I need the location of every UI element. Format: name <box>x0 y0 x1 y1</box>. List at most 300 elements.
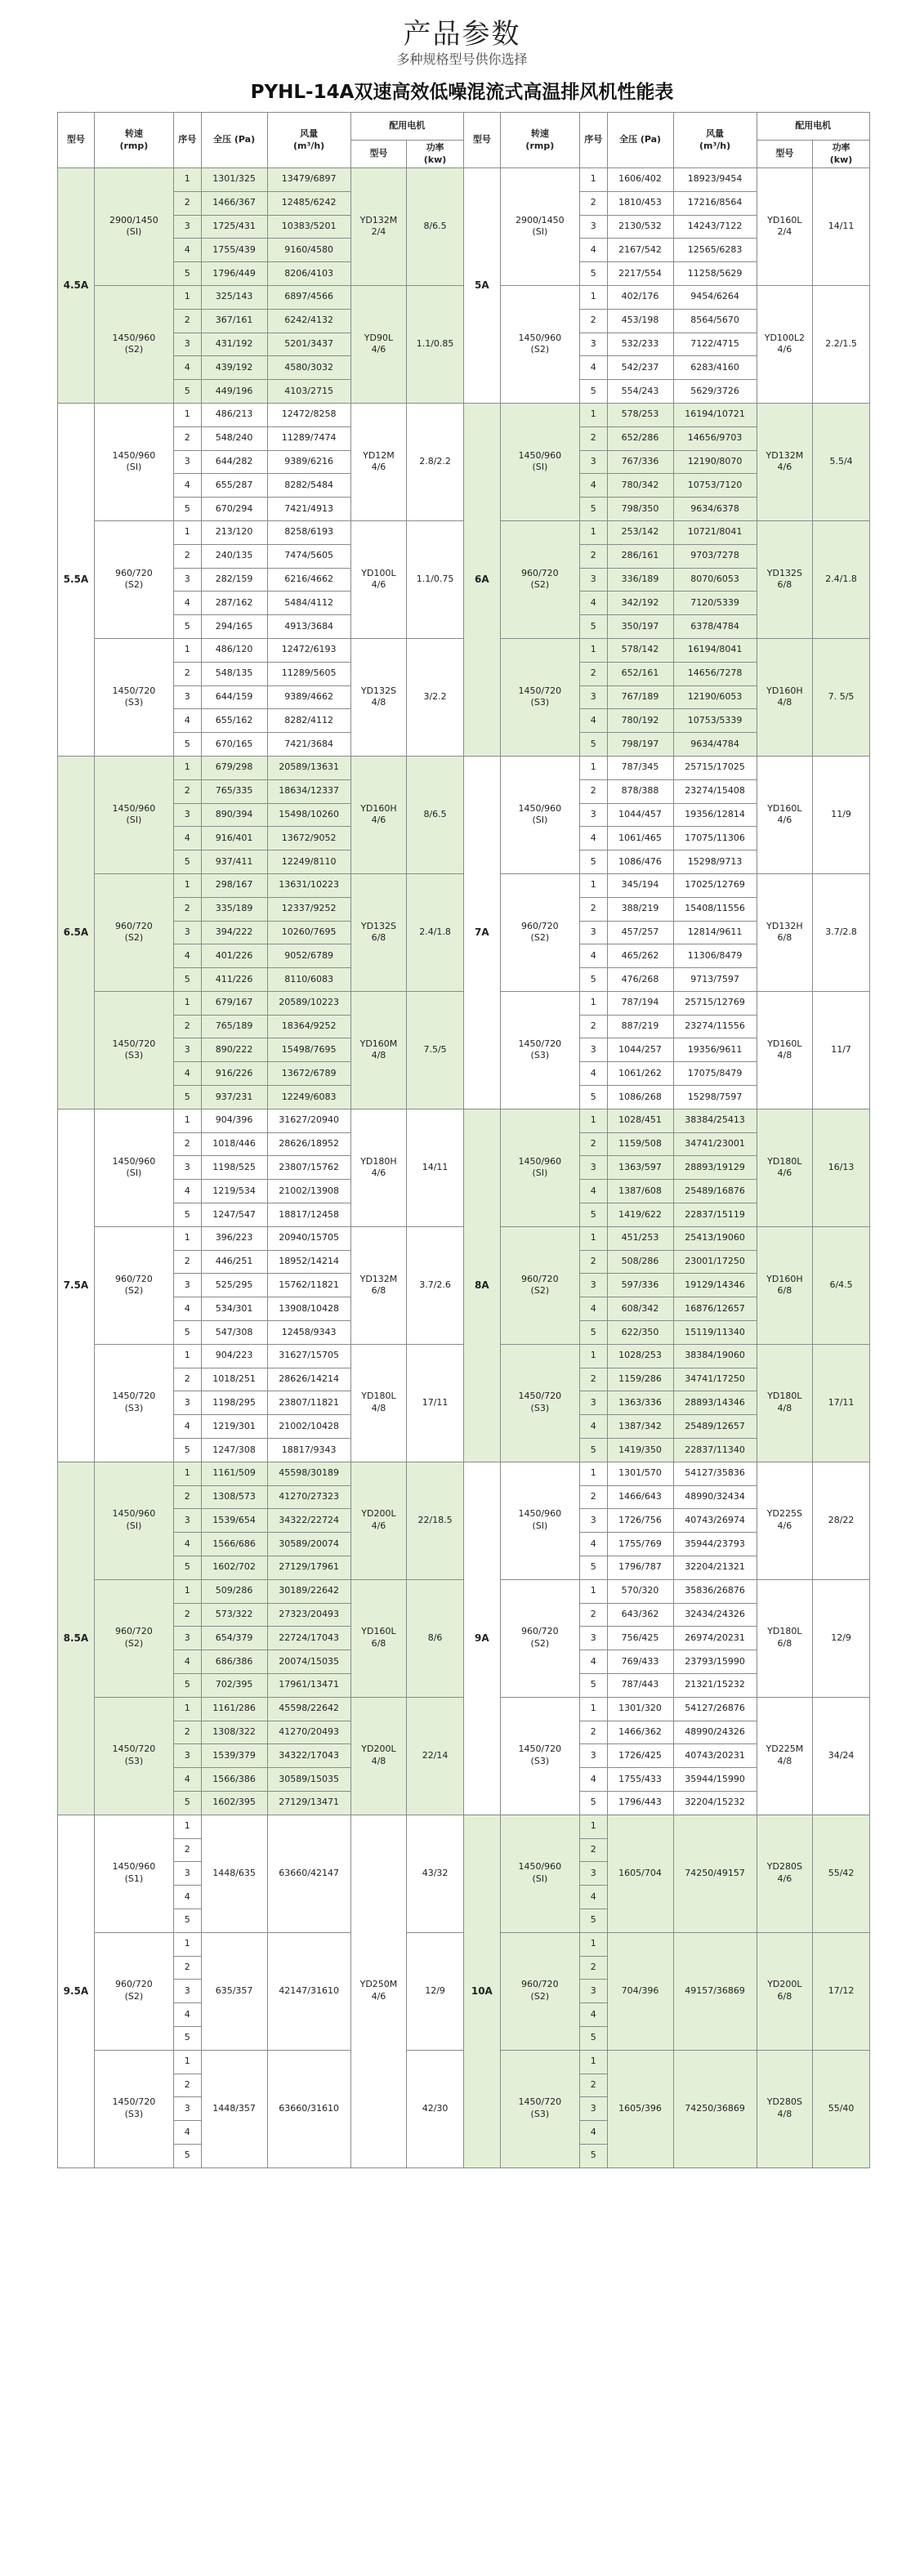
seq-cell: 4 <box>579 709 607 733</box>
seq-cell: 5 <box>579 262 607 286</box>
speed-cell <box>500 1932 579 2050</box>
seq-cell: 2 <box>579 1368 607 1391</box>
seq-cell: 5 <box>173 262 201 286</box>
flow-cell: 23274/11556 <box>673 1015 757 1038</box>
seq-cell: 1 <box>173 168 201 192</box>
flow-cell: 74250/36869 <box>673 2050 757 2168</box>
seq-cell: 3 <box>579 685 607 709</box>
speed-cell <box>94 756 173 873</box>
flow-cell: 11258/5629 <box>673 262 757 286</box>
flow-cell: 7474/5605 <box>267 544 350 568</box>
flow-cell: 25715/12769 <box>673 991 757 1015</box>
power-cell: 8/6.5 <box>407 756 464 873</box>
pressure-cell: 350/197 <box>607 615 673 639</box>
seq-cell: 3 <box>173 1038 201 1062</box>
flow-cell: 41270/27323 <box>267 1485 350 1509</box>
flow-cell: 22837/11340 <box>673 1439 757 1462</box>
pressure-cell: 670/165 <box>201 733 267 757</box>
speed-cell <box>500 1109 579 1226</box>
speed-cell-line: (S2) <box>124 579 144 591</box>
seq-cell: 1 <box>579 285 607 309</box>
motor-type-cell-line: 4/6 <box>777 1873 792 1885</box>
pressure-cell: 286/161 <box>607 544 673 568</box>
seq-cell: 4 <box>579 239 607 262</box>
speed-cell-line: (S2) <box>124 1991 144 2002</box>
speed-cell <box>94 2050 173 2168</box>
flow-cell: 25413/19060 <box>673 1226 757 1250</box>
pressure-cell: 878/388 <box>607 779 673 803</box>
pressure-cell: 2130/532 <box>607 215 673 239</box>
flow-cell: 7421/4913 <box>267 498 350 521</box>
speed-cell-line: (S3) <box>530 1756 550 1767</box>
power-cell: 12/9 <box>813 1579 870 1697</box>
speed-cell-line: (S3) <box>124 1050 144 1061</box>
speed-cell-line: 1450/960 <box>112 802 156 814</box>
col-model-right: 型号 <box>463 113 500 168</box>
motor-type-cell-line: YD12M <box>363 449 395 461</box>
seq-cell: 3 <box>173 1509 201 1533</box>
flow-cell: 8110/6083 <box>267 968 350 992</box>
col-flow-label: 风量 <box>706 127 725 139</box>
power-cell: 5.5/4 <box>813 403 870 520</box>
speed-cell <box>94 403 173 520</box>
col-speed-label: 转速 <box>124 127 143 139</box>
motor-type-cell-line: YD132M <box>359 1273 398 1284</box>
speed-cell-line: (S1) <box>124 1873 144 1885</box>
flow-cell: 12337/9252 <box>267 897 350 921</box>
pressure-cell: 509/286 <box>201 1579 267 1603</box>
flow-cell: 17961/13471 <box>267 1674 350 1698</box>
pressure-cell: 787/194 <box>607 991 673 1015</box>
pressure-cell: 1363/336 <box>607 1391 673 1415</box>
motor-type-cell-line: 4/8 <box>371 1756 386 1767</box>
pressure-cell: 548/240 <box>201 426 267 450</box>
speed-cell <box>500 1579 579 1697</box>
speed-cell-line: 1450/960 <box>518 1861 562 1873</box>
pressure-cell: 1028/451 <box>607 1109 673 1132</box>
flow-cell: 32434/24326 <box>673 1603 757 1627</box>
speed-cell <box>94 1815 173 1932</box>
motor-type-cell-line: YD200L <box>767 1979 802 1990</box>
seq-cell: 5 <box>173 1791 201 1815</box>
speed-cell-line: 960/720 <box>520 920 559 931</box>
motor-type-cell-line: YD180L <box>767 1626 802 1637</box>
motor-type-cell-line: 6/8 <box>371 932 386 944</box>
seq-cell: 3 <box>579 1156 607 1180</box>
seq-cell: 4 <box>579 1650 607 1674</box>
pressure-cell: 532/233 <box>607 333 673 356</box>
motor-type-cell <box>757 520 813 638</box>
seq-cell: 1 <box>173 638 201 662</box>
power-cell: 17/11 <box>813 1344 870 1462</box>
model-cell: 7.5A <box>58 1109 95 1462</box>
speed-cell-line: (S2) <box>124 1638 144 1650</box>
speed-cell <box>500 1697 579 1815</box>
seq-cell: 4 <box>173 356 201 380</box>
col-flow-label: 风量 <box>300 127 319 139</box>
seq-cell: 4 <box>173 1886 201 1909</box>
speed-cell-line: (S2) <box>530 1638 550 1650</box>
pressure-cell: 486/120 <box>201 638 267 662</box>
speed-cell <box>94 1579 173 1697</box>
pressure-cell: 298/167 <box>201 873 267 897</box>
speed-cell-line: 960/720 <box>115 1273 153 1284</box>
seq-cell: 2 <box>173 779 201 803</box>
speed-cell-line: (S2) <box>530 1285 550 1297</box>
seq-cell: 5 <box>173 850 201 874</box>
seq-cell: 1 <box>579 1697 607 1721</box>
flow-cell: 63660/31610 <box>267 2050 350 2168</box>
speed-cell-line: 960/720 <box>115 1626 153 1637</box>
flow-cell: 8258/6193 <box>267 520 350 544</box>
power-cell: 8/6.5 <box>407 168 464 286</box>
flow-cell: 6897/4566 <box>267 285 350 309</box>
pressure-cell: 1566/386 <box>201 1768 267 1792</box>
pressure-cell: 578/142 <box>607 638 673 662</box>
speed-cell-line: (S3) <box>530 1403 550 1414</box>
flow-cell: 32204/21321 <box>673 1556 757 1580</box>
pressure-cell: 655/162 <box>201 709 267 733</box>
seq-cell: 4 <box>579 592 607 615</box>
seq-cell: 5 <box>173 2144 201 2168</box>
flow-cell: 17025/12769 <box>673 873 757 897</box>
motor-type-cell-line: 4/6 <box>371 344 386 355</box>
motor-type-cell <box>757 1932 813 2050</box>
flow-cell: 35944/15990 <box>673 1768 757 1792</box>
pressure-cell: 1605/396 <box>607 2050 673 2168</box>
pressure-cell: 1725/431 <box>201 215 267 239</box>
seq-cell: 4 <box>173 2003 201 2027</box>
speed-cell-line: (S3) <box>124 2109 144 2120</box>
pressure-cell: 1387/342 <box>607 1415 673 1439</box>
seq-cell: 2 <box>579 897 607 921</box>
speed-cell-line: (S3) <box>124 1403 144 1414</box>
flow-cell: 7421/3684 <box>267 733 350 757</box>
flow-cell: 18817/12458 <box>267 1203 350 1227</box>
flow-cell: 18634/12337 <box>267 779 350 803</box>
seq-cell: 4 <box>579 2003 607 2027</box>
flow-cell: 4103/2715 <box>267 380 350 404</box>
pressure-cell: 686/386 <box>201 1650 267 1674</box>
seq-cell: 1 <box>579 1109 607 1132</box>
seq-cell: 2 <box>173 1015 201 1038</box>
performance-table-wrapper <box>57 112 870 2168</box>
speed-cell-line: 1450/720 <box>112 1391 156 1402</box>
speed-cell-line: (SI) <box>532 462 548 473</box>
power-cell: 6/4.5 <box>813 1226 870 1344</box>
model-cell: 4.5A <box>58 168 95 404</box>
pressure-cell: 652/161 <box>607 662 673 685</box>
seq-cell: 4 <box>579 1062 607 1086</box>
flow-cell: 40743/26974 <box>673 1509 757 1533</box>
motor-type-cell-line: YD160H <box>766 1273 803 1284</box>
seq-cell: 4 <box>173 1180 201 1203</box>
col-speed-unit: (rmp) <box>525 140 555 151</box>
flow-cell: 9389/4662 <box>267 685 350 709</box>
flow-cell: 23001/17250 <box>673 1250 757 1274</box>
speed-cell-line: 1450/960 <box>112 449 156 461</box>
model-cell: 6A <box>463 403 500 756</box>
motor-type-cell-line: 4/8 <box>371 1403 386 1414</box>
pressure-cell: 446/251 <box>201 1250 267 1274</box>
flow-cell: 54127/35836 <box>673 1462 757 1485</box>
flow-cell: 9634/6378 <box>673 498 757 521</box>
seq-cell: 2 <box>579 1721 607 1744</box>
seq-cell: 3 <box>579 1038 607 1062</box>
speed-cell <box>94 1932 173 2050</box>
seq-cell: 5 <box>173 380 201 404</box>
speed-cell <box>94 1462 173 1579</box>
motor-type-cell <box>757 168 813 286</box>
table-row <box>58 403 870 426</box>
speed-cell-line: (SI) <box>532 1520 548 1532</box>
seq-cell: 3 <box>579 2097 607 2121</box>
flow-cell: 13908/10428 <box>267 1297 350 1321</box>
motor-type-cell <box>757 285 813 403</box>
seq-cell: 1 <box>173 285 201 309</box>
flow-cell: 16876/12657 <box>673 1297 757 1321</box>
power-cell: 3.7/2.8 <box>813 873 870 991</box>
col-speed-unit: (rmp) <box>119 140 149 151</box>
motor-type-cell <box>350 1226 407 1344</box>
motor-type-cell-line: YD180H <box>360 1155 397 1167</box>
pressure-cell: 1061/262 <box>607 1062 673 1086</box>
pressure-cell: 1566/686 <box>201 1533 267 1556</box>
seq-cell: 3 <box>579 1274 607 1297</box>
pressure-cell: 451/253 <box>607 1226 673 1250</box>
col-speed-label: 转速 <box>530 127 549 139</box>
seq-cell: 2 <box>579 779 607 803</box>
pressure-cell: 704/396 <box>607 1932 673 2050</box>
col-power-unit: (kw) <box>829 154 853 165</box>
seq-cell: 3 <box>173 1156 201 1180</box>
seq-cell: 1 <box>173 1226 201 1250</box>
seq-cell: 1 <box>579 1462 607 1485</box>
speed-cell-line: (S2) <box>530 344 550 355</box>
pressure-cell: 1028/253 <box>607 1344 673 1368</box>
motor-type-cell <box>757 873 813 991</box>
seq-cell: 5 <box>579 1674 607 1698</box>
flow-cell: 30589/20074 <box>267 1533 350 1556</box>
flow-cell: 9634/4784 <box>673 733 757 757</box>
power-cell: 55/40 <box>813 2050 870 2168</box>
seq-cell: 2 <box>579 426 607 450</box>
pressure-cell: 402/176 <box>607 285 673 309</box>
pressure-cell: 1726/425 <box>607 1744 673 1768</box>
flow-cell: 8070/6053 <box>673 568 757 592</box>
flow-cell: 22724/17043 <box>267 1627 350 1650</box>
speed-cell-line: 1450/720 <box>112 2096 156 2108</box>
motor-type-cell-line: 4/8 <box>777 697 792 708</box>
seq-cell: 5 <box>173 498 201 521</box>
flow-cell: 19356/9611 <box>673 1038 757 1062</box>
pressure-cell: 904/223 <box>201 1344 267 1368</box>
speed-cell <box>500 1462 579 1579</box>
pressure-cell: 655/287 <box>201 474 267 498</box>
seq-cell: 2 <box>173 2074 201 2097</box>
motor-type-cell <box>757 1344 813 1462</box>
pressure-cell: 1726/756 <box>607 1509 673 1533</box>
flow-cell: 9052/6789 <box>267 944 350 968</box>
motor-type-cell-line: 2/4 <box>371 226 386 238</box>
flow-cell: 9389/6216 <box>267 450 350 474</box>
power-cell: 11/7 <box>813 991 870 1109</box>
motor-type-cell-line: YD280S <box>766 2096 802 2108</box>
pressure-cell: 388/219 <box>607 897 673 921</box>
seq-cell: 2 <box>579 662 607 685</box>
pressure-cell: 765/335 <box>201 779 267 803</box>
seq-cell: 1 <box>173 873 201 897</box>
seq-cell: 4 <box>579 356 607 380</box>
seq-cell: 4 <box>173 474 201 498</box>
flow-cell: 35944/23793 <box>673 1533 757 1556</box>
motor-type-cell <box>757 403 813 520</box>
speed-cell-line: (S3) <box>530 697 550 708</box>
seq-cell: 1 <box>579 1226 607 1250</box>
seq-cell: 5 <box>579 850 607 874</box>
speed-cell <box>500 1226 579 1344</box>
motor-type-cell-line: 6/8 <box>777 932 792 944</box>
speed-cell-line: (S2) <box>530 1991 550 2002</box>
speed-cell-line: 960/720 <box>520 567 559 578</box>
speed-cell-line: (S2) <box>124 1285 144 1297</box>
pressure-cell: 396/223 <box>201 1226 267 1250</box>
seq-cell: 1 <box>173 1579 201 1603</box>
pressure-cell: 767/189 <box>607 685 673 709</box>
col-motor-type-right: 型号 <box>757 141 813 168</box>
pressure-cell: 253/142 <box>607 520 673 544</box>
seq-cell: 5 <box>173 615 201 639</box>
flow-cell: 10753/7120 <box>673 474 757 498</box>
flow-cell: 31627/20940 <box>267 1109 350 1132</box>
flow-cell: 42147/31610 <box>267 1932 350 2050</box>
motor-type-cell-line: 2/4 <box>777 226 792 238</box>
motor-type-cell <box>757 1579 813 1697</box>
speed-cell-line: 1450/960 <box>518 332 562 343</box>
flow-cell: 8564/5670 <box>673 309 757 333</box>
flow-cell: 15298/9713 <box>673 850 757 874</box>
seq-cell: 4 <box>579 944 607 968</box>
seq-cell: 3 <box>173 1274 201 1297</box>
pressure-cell: 1796/443 <box>607 1791 673 1815</box>
flow-cell: 18364/9252 <box>267 1015 350 1038</box>
pressure-cell: 336/189 <box>607 568 673 592</box>
seq-cell: 2 <box>173 662 201 685</box>
seq-cell: 5 <box>173 968 201 992</box>
motor-type-cell-line: YD180L <box>767 1155 802 1167</box>
pressure-cell: 1161/509 <box>201 1462 267 1485</box>
seq-cell: 5 <box>579 1909 607 1932</box>
motor-type-cell <box>757 638 813 756</box>
motor-type-cell-line: 6/8 <box>371 1285 386 1297</box>
motor-type-cell <box>757 1109 813 1226</box>
pressure-cell: 282/159 <box>201 568 267 592</box>
table-row <box>58 1462 870 1485</box>
power-cell: 2.4/1.8 <box>407 873 464 991</box>
seq-cell: 1 <box>173 2050 201 2074</box>
flow-cell: 20074/15035 <box>267 1650 350 1674</box>
motor-type-cell-line: YD132S <box>360 685 397 696</box>
speed-cell <box>500 1344 579 1462</box>
power-cell: 3/2.2 <box>407 638 464 756</box>
motor-type-cell-line: 4/6 <box>371 462 386 473</box>
seq-cell: 1 <box>173 991 201 1015</box>
motor-type-cell <box>350 1579 407 1697</box>
seq-cell: 1 <box>579 991 607 1015</box>
motor-type-cell <box>350 1344 407 1462</box>
seq-cell: 3 <box>579 333 607 356</box>
seq-cell: 4 <box>579 474 607 498</box>
pressure-cell: 554/243 <box>607 380 673 404</box>
flow-cell: 34741/23001 <box>673 1132 757 1156</box>
seq-cell: 2 <box>173 1603 201 1627</box>
seq-cell: 2 <box>173 544 201 568</box>
speed-cell-line: 1450/720 <box>518 1038 562 1049</box>
flow-cell: 16194/8041 <box>673 638 757 662</box>
seq-cell: 4 <box>173 2121 201 2145</box>
flow-cell: 16194/10721 <box>673 403 757 426</box>
col-power-unit: (kw) <box>423 154 447 165</box>
motor-type-cell-line: YD132S <box>360 920 397 931</box>
pressure-cell: 2217/554 <box>607 262 673 286</box>
seq-cell: 3 <box>579 1627 607 1650</box>
seq-cell: 2 <box>173 426 201 450</box>
flow-cell: 11289/5605 <box>267 662 350 685</box>
seq-cell: 5 <box>173 1439 201 1462</box>
pressure-cell: 213/120 <box>201 520 267 544</box>
flow-cell: 17216/8564 <box>673 191 757 215</box>
seq-cell: 4 <box>173 1533 201 1556</box>
flow-cell: 23807/11821 <box>267 1391 350 1415</box>
table-title: PYHL-14A双速高效低噪混流式高温排风机性能表 <box>250 82 674 103</box>
pressure-cell: 937/231 <box>201 1086 267 1109</box>
seq-cell: 3 <box>579 803 607 827</box>
motor-type-cell-line: 4/6 <box>371 1520 386 1532</box>
flow-cell: 27323/20493 <box>267 1603 350 1627</box>
speed-cell-line: (S3) <box>530 1050 550 1061</box>
seq-cell: 5 <box>173 1556 201 1580</box>
pressure-cell: 1198/295 <box>201 1391 267 1415</box>
pressure-cell: 916/401 <box>201 827 267 850</box>
pressure-cell: 1810/453 <box>607 191 673 215</box>
flow-cell: 17075/11306 <box>673 827 757 850</box>
motor-type-cell <box>350 1109 407 1226</box>
seq-cell: 3 <box>579 450 607 474</box>
flow-cell: 19129/14346 <box>673 1274 757 1297</box>
flow-cell: 48990/32434 <box>673 1485 757 1509</box>
speed-cell-line: (SI) <box>532 815 548 826</box>
speed-cell <box>94 1697 173 1815</box>
speed-cell <box>500 2050 579 2168</box>
seq-cell: 4 <box>173 1650 201 1674</box>
motor-type-cell <box>757 1462 813 1579</box>
motor-type-cell-line: 4/6 <box>777 1520 792 1532</box>
flow-cell: 11306/8479 <box>673 944 757 968</box>
speed-cell-line: 1450/960 <box>112 1508 156 1520</box>
flow-cell: 5629/3726 <box>673 380 757 404</box>
pressure-cell: 765/189 <box>201 1015 267 1038</box>
page-subtitle: 多种规格型号供你选择 <box>396 51 528 67</box>
flow-cell: 13672/6789 <box>267 1062 350 1086</box>
pressure-cell: 1044/457 <box>607 803 673 827</box>
pressure-cell: 780/342 <box>607 474 673 498</box>
power-cell: 22/14 <box>407 1697 464 1815</box>
pressure-cell: 756/425 <box>607 1627 673 1650</box>
speed-cell-line: (SI) <box>126 1520 142 1532</box>
power-cell: 2.2/1.5 <box>813 285 870 403</box>
speed-cell <box>500 756 579 873</box>
speed-cell-line: (S2) <box>124 344 144 355</box>
